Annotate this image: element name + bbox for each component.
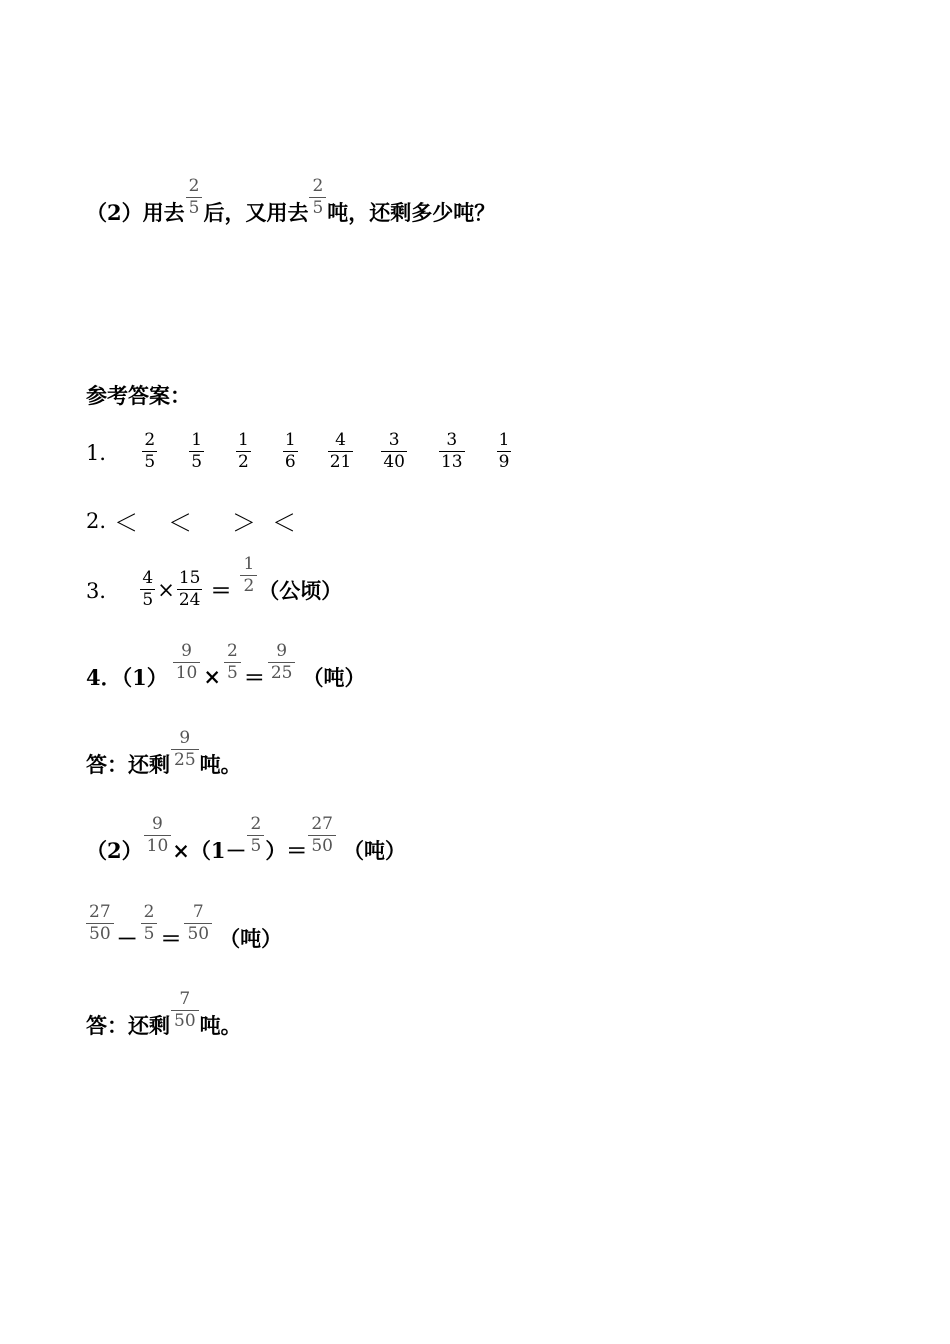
fraction: $\frac{3}{40}$ bbox=[383, 430, 405, 472]
answer-3-label: 3． bbox=[86, 578, 121, 603]
answer-3 bbox=[86, 554, 343, 610]
times-sign: × bbox=[203, 664, 221, 689]
fraction: $\frac{9}{25}$ bbox=[268, 643, 296, 682]
unit: （公顷） bbox=[258, 577, 343, 603]
fraction: $\frac{3}{13}$ bbox=[440, 430, 463, 472]
fraction: $\frac{15}{24}$ bbox=[178, 568, 201, 610]
equals-sign: ＝ bbox=[160, 925, 182, 951]
compare-sign: ＜ bbox=[168, 509, 193, 537]
answer-4-label: 4．（1） bbox=[86, 664, 168, 690]
question-2-mid: 后，又用去 bbox=[203, 199, 309, 225]
fraction: $\frac{2}{5}$ bbox=[186, 178, 203, 217]
fraction: $\frac{1}{9}$ bbox=[498, 430, 510, 472]
fraction: $\frac{9}{10}$ bbox=[173, 643, 201, 682]
fraction: $\frac{27}{50}$ bbox=[86, 904, 114, 943]
fraction: $\frac{9}{25}$ bbox=[171, 730, 199, 769]
answer-1 bbox=[86, 432, 513, 471]
fraction: $\frac{2}{5}$ bbox=[144, 430, 156, 472]
times-sign: × bbox=[157, 577, 175, 602]
fraction: $\frac{2}{5}$ bbox=[247, 816, 264, 855]
compare-sign: ＞ bbox=[232, 509, 257, 537]
answer-4-1 bbox=[86, 641, 366, 696]
answer-2 bbox=[86, 503, 296, 538]
fraction: $\frac{7}{50}$ bbox=[184, 904, 212, 943]
fraction: $\frac{2}{5}$ bbox=[309, 178, 326, 217]
fraction: $\frac{9}{10}$ bbox=[144, 816, 172, 855]
unit: （吨） bbox=[219, 925, 283, 951]
answer-4-2-step-2 bbox=[86, 902, 283, 957]
question-2 bbox=[86, 176, 496, 231]
minus-sign: － bbox=[116, 925, 138, 951]
fraction: $\frac{2}{5}$ bbox=[141, 904, 158, 943]
fraction: $\frac{4}{5}$ bbox=[142, 568, 154, 610]
answer-4-2-step-1: （2） $\frac{9}{10}$ ×（1－ $\frac{2}{5}$ ）＝ $\frac{27}{50}$ （吨） bbox=[86, 814, 406, 863]
unit: （吨） bbox=[342, 837, 406, 863]
compare-sign: ＜ bbox=[114, 509, 139, 537]
answer-4-1-conclusion: 答：还剩 $\frac{9}{25}$ 吨。 bbox=[86, 728, 242, 777]
fraction: $\frac{1}{5}$ bbox=[191, 430, 203, 472]
answer-4-2-conclusion: 答：还剩 $\frac{7}{50}$ 吨。 bbox=[86, 989, 242, 1038]
compare-sign: ＜ bbox=[272, 509, 297, 537]
fraction: $\frac{7}{50}$ bbox=[171, 991, 199, 1030]
answer-1-label: 1． bbox=[86, 440, 121, 465]
equals-sign: ＝ bbox=[210, 577, 232, 603]
unit: （吨） bbox=[302, 664, 366, 690]
fraction: $\frac{4}{21}$ bbox=[329, 430, 352, 472]
fraction: $\frac{27}{50}$ bbox=[308, 816, 336, 855]
fraction: $\frac{1}{2}$ bbox=[238, 430, 249, 472]
question-2-suffix: 吨，还剩多少吨？ bbox=[327, 199, 496, 225]
equals-sign: ＝ bbox=[243, 664, 265, 690]
answers-title: 参考答案： bbox=[86, 383, 191, 408]
fraction: $\frac{1}{2}$ bbox=[240, 556, 257, 595]
fraction: $\frac{2}{5}$ bbox=[224, 643, 241, 682]
question-2-prefix: （2）用去 bbox=[86, 199, 185, 225]
fraction: $\frac{1}{6}$ bbox=[284, 430, 296, 472]
answer-2-label: 2. bbox=[86, 508, 107, 533]
